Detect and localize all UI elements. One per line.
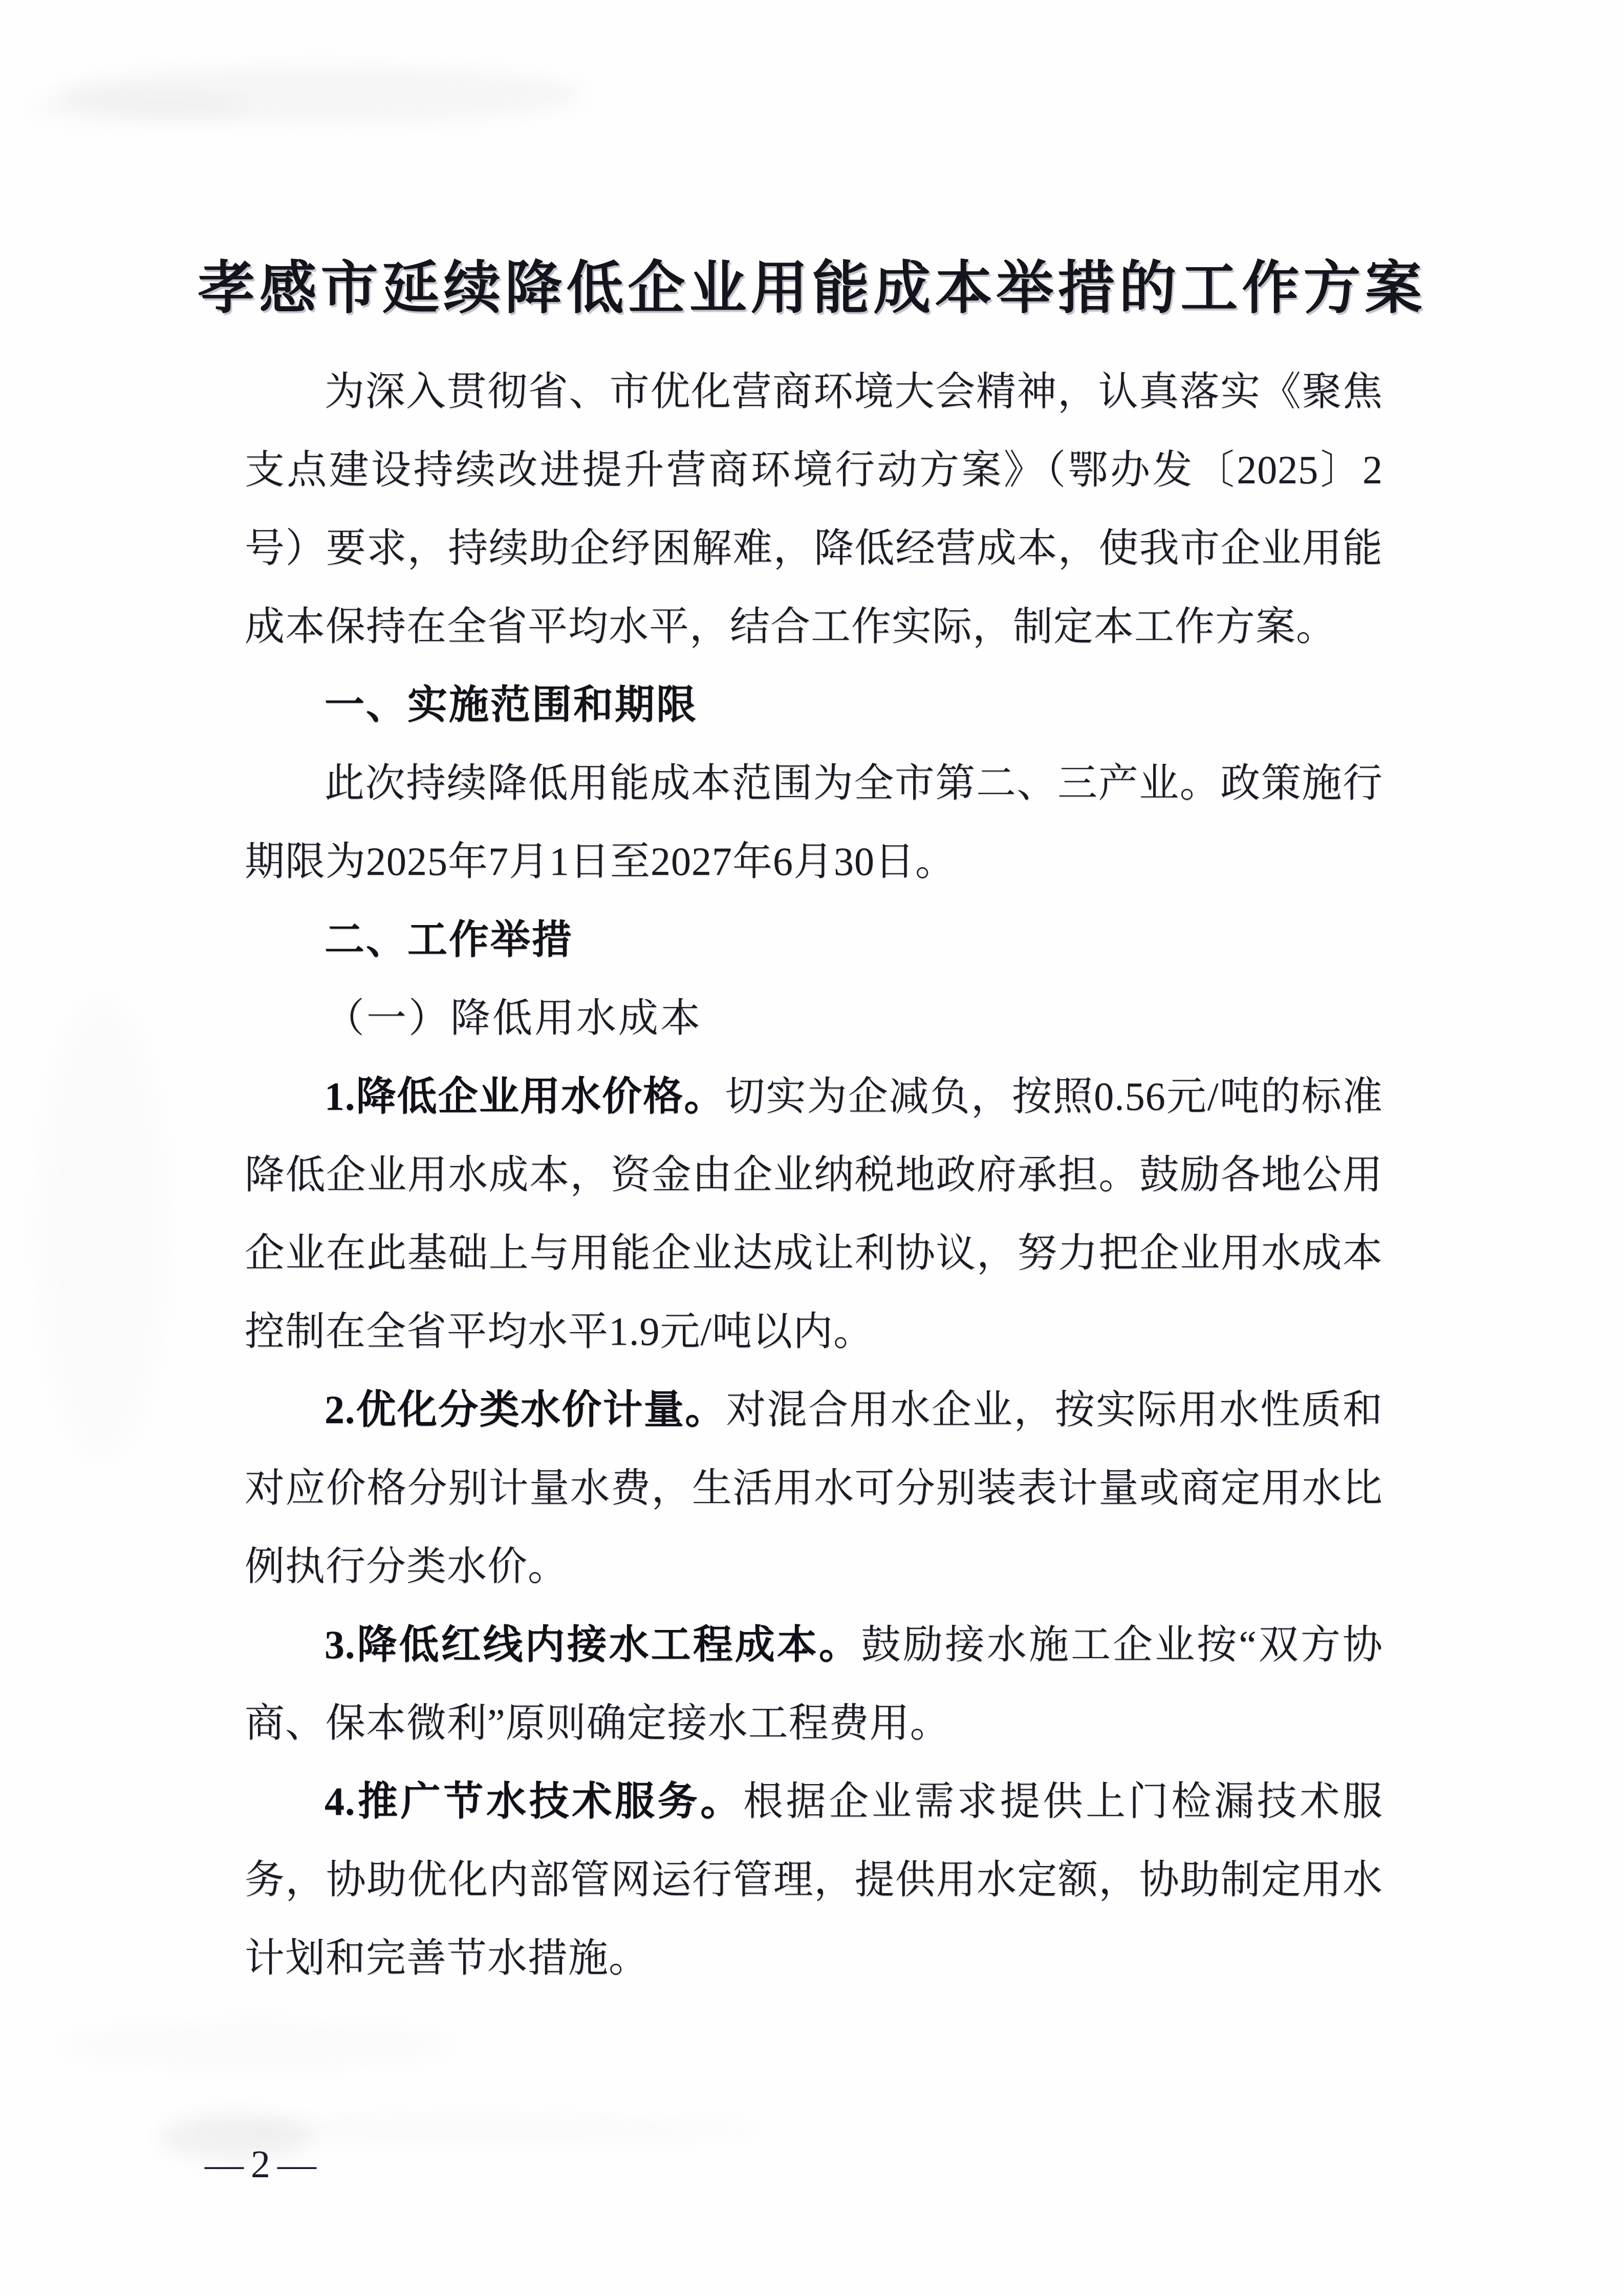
- document-title: 孝感市延续降低企业用能成本举措的工作方案: [198, 257, 1426, 321]
- page-number: —2—: [205, 2143, 323, 2186]
- measure-item-2-lead: 2.优化分类水价计量。: [324, 1387, 726, 1432]
- measure-item-2: [245, 1370, 1383, 1605]
- scan-artifact: [61, 2022, 450, 2068]
- measure-item-1-text: 切实为企减负，按照0.56元/吨的标准降低企业用水成本，资金由企业纳税地政府承担。鼓励各地公用企业在此基础上与用能企业达成让利协议，努力把企业用水成本控制在全省平均水平1.9元/吨以内。: [245, 1074, 1383, 1354]
- section-1-heading: 一、实施范围和期限: [324, 682, 698, 727]
- intro-paragraph: 为深入贯彻省、市优化营商环境大会精神，认真落实《聚焦支点建设持续改进提升营商环境行动方案》（鄂办发〔2025〕2号）要求，持续助企纾困解难，降低经营成本，使我市企业用能成本保持在全省平均水平，结合工作实际，制定本工作方案。: [245, 369, 1383, 649]
- section-2-sub-heading: （一）降低用水成本: [324, 996, 703, 1040]
- measure-item-1-lead: 1.降低企业用水价格。: [324, 1074, 725, 1119]
- measure-item-4: [245, 1762, 1383, 1997]
- section-1-paragraph: 此次持续降低用能成本范围为全市第二、三产业。政策施行期限为2025年7月1日至2027年6月30日。: [245, 761, 1383, 884]
- scan-artifact: [36, 998, 169, 1459]
- scan-artifact: [31, 92, 246, 123]
- measure-item-4-text: 根据企业需求提供上门检漏技术服务，协助优化内部管网运行管理，提供用水定额，协助制定用水计划和完善节水措施。: [245, 1779, 1383, 1980]
- measure-item-3-text: 鼓励接水施工企业按“双方协商、保本微利”原则确定接水工程费用。: [245, 1622, 1383, 1745]
- document-body: [245, 352, 1383, 1997]
- scan-artifact: [194, 2119, 757, 2140]
- measure-item-4-lead: 4.推广节水技术服务。: [324, 1779, 743, 1823]
- measure-item-2-text: 对混合用水企业，按实际用水性质和对应价格分别计量水费，生活用水可分别装表计量或商定用水比例执行分类水价。: [245, 1387, 1383, 1589]
- section-2-heading: 二、工作举措: [324, 917, 574, 962]
- measure-item-1: [245, 1057, 1383, 1370]
- scan-artifact: [56, 67, 583, 123]
- measure-item-3-lead: 3.降低红线内接水工程成本。: [324, 1622, 861, 1667]
- measure-item-3: [245, 1605, 1383, 1762]
